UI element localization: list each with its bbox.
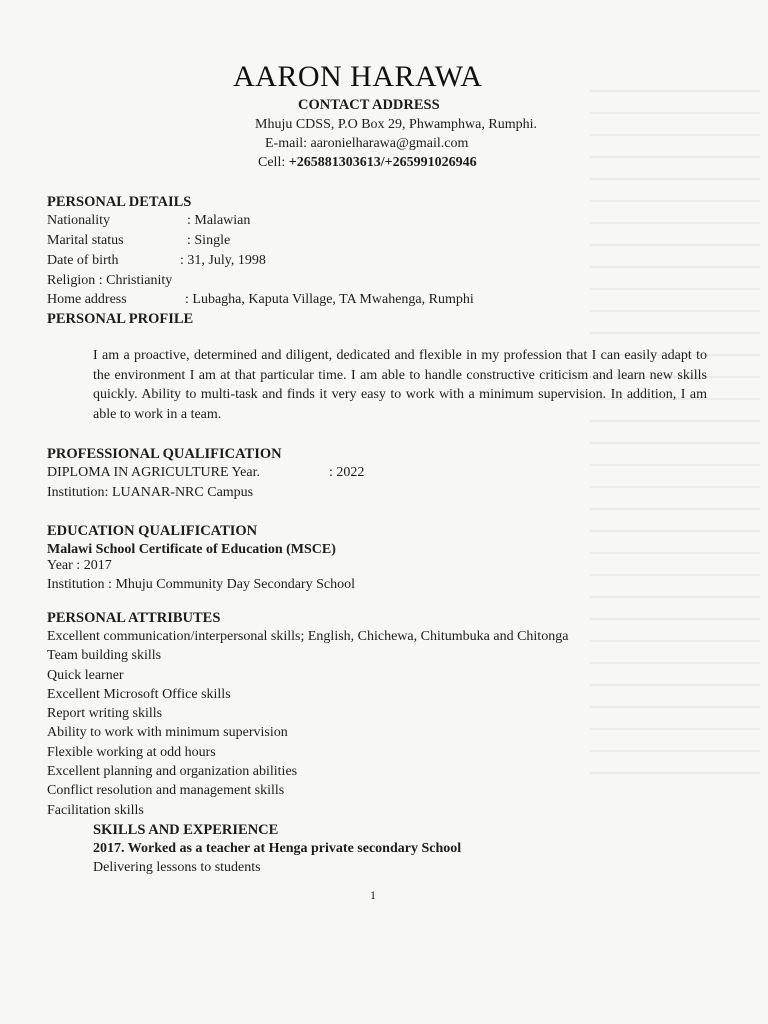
list-item: Facilitation skills xyxy=(47,802,144,818)
diploma-year: : 2022 xyxy=(329,465,365,480)
applicant-name: AARON HARAWA xyxy=(233,60,483,93)
cell-label: Cell: xyxy=(258,155,289,170)
diploma-institution: Institution: LUANAR-NRC Campus xyxy=(47,485,254,500)
email-address: aaronielharawa@gmail.com xyxy=(310,136,469,151)
dob-label: Date of birth xyxy=(47,253,119,268)
skills-experience-heading: SKILLS AND EXPERIENCE xyxy=(93,822,279,838)
list-item: Flexible working at odd hours xyxy=(47,744,216,760)
list-item: Ability to work with minimum supervision xyxy=(47,725,288,741)
home-address-label: Home address xyxy=(47,292,127,307)
list-item: Excellent planning and organization abilities xyxy=(47,764,298,780)
list-item: Excellent Microsoft Office skills xyxy=(47,686,231,702)
list-item: Team building skills xyxy=(47,648,162,664)
bleed-through-text xyxy=(590,90,760,790)
msce-year: Year : 2017 xyxy=(47,558,112,573)
attributes-list xyxy=(47,627,568,820)
list-item: Report writing skills xyxy=(47,706,163,722)
email-label: E-mail: xyxy=(265,136,311,151)
msce-institution: Institution : Mhuju Community Day Secondary School xyxy=(47,577,355,592)
cell-line xyxy=(258,155,477,171)
marital-status-label: Marital status xyxy=(47,233,124,248)
education-qualification-heading: EDUCATION QUALIFICATION xyxy=(47,523,258,539)
professional-qualification-heading: PROFESSIONAL QUALIFICATION xyxy=(47,446,282,462)
list-item: Conflict resolution and management skills xyxy=(47,783,285,799)
nationality-value: : Malawian xyxy=(187,213,251,228)
page-number: 1 xyxy=(370,888,376,902)
personal-attributes-heading: PERSONAL ATTRIBUTES xyxy=(47,610,221,626)
personal-profile-text: I am a proactive, determined and diligent, dedicated and flexible in my profession that I can easily adapt to the environment I am at that particular time. I am able to handle constructive criticism and learn new skills quickly. Ability to multi-task and finds it very easy to work with a minimum supervision. In addition, I am able to work in a team. xyxy=(93,348,707,422)
list-item: Excellent communication/interpersonal skills; English, Chichewa, Chitumbuka and Chitonga xyxy=(47,629,569,644)
contact-address-heading: CONTACT ADDRESS xyxy=(298,97,440,113)
postal-address: Mhuju CDSS, P.O Box 29, Phwamphwa, Rumphi. xyxy=(255,117,537,132)
personal-profile-heading: PERSONAL PROFILE xyxy=(47,311,194,327)
msce-title: Malawi School Certificate of Education (MSCE) xyxy=(47,542,336,557)
nationality-label: Nationality xyxy=(47,213,110,228)
religion-line: Religion : Christianity xyxy=(47,273,173,288)
cell-number: +265881303613/+265991026946 xyxy=(288,155,477,170)
experience-job: 2017. Worked as a teacher at Henga private secondary School xyxy=(93,841,462,856)
marital-status-value: : Single xyxy=(187,233,231,248)
email-line xyxy=(265,136,468,152)
list-item: Quick learner xyxy=(47,667,124,683)
diploma-line: DIPLOMA IN AGRICULTURE Year. xyxy=(47,465,261,480)
dob-value: : 31, July, 1998 xyxy=(180,253,266,268)
home-address-value: : Lubagha, Kaputa Village, TA Mwahenga, Rumphi xyxy=(185,292,474,307)
experience-duty: Delivering lessons to students xyxy=(93,860,261,875)
personal-details-heading: PERSONAL DETAILS xyxy=(47,194,192,210)
